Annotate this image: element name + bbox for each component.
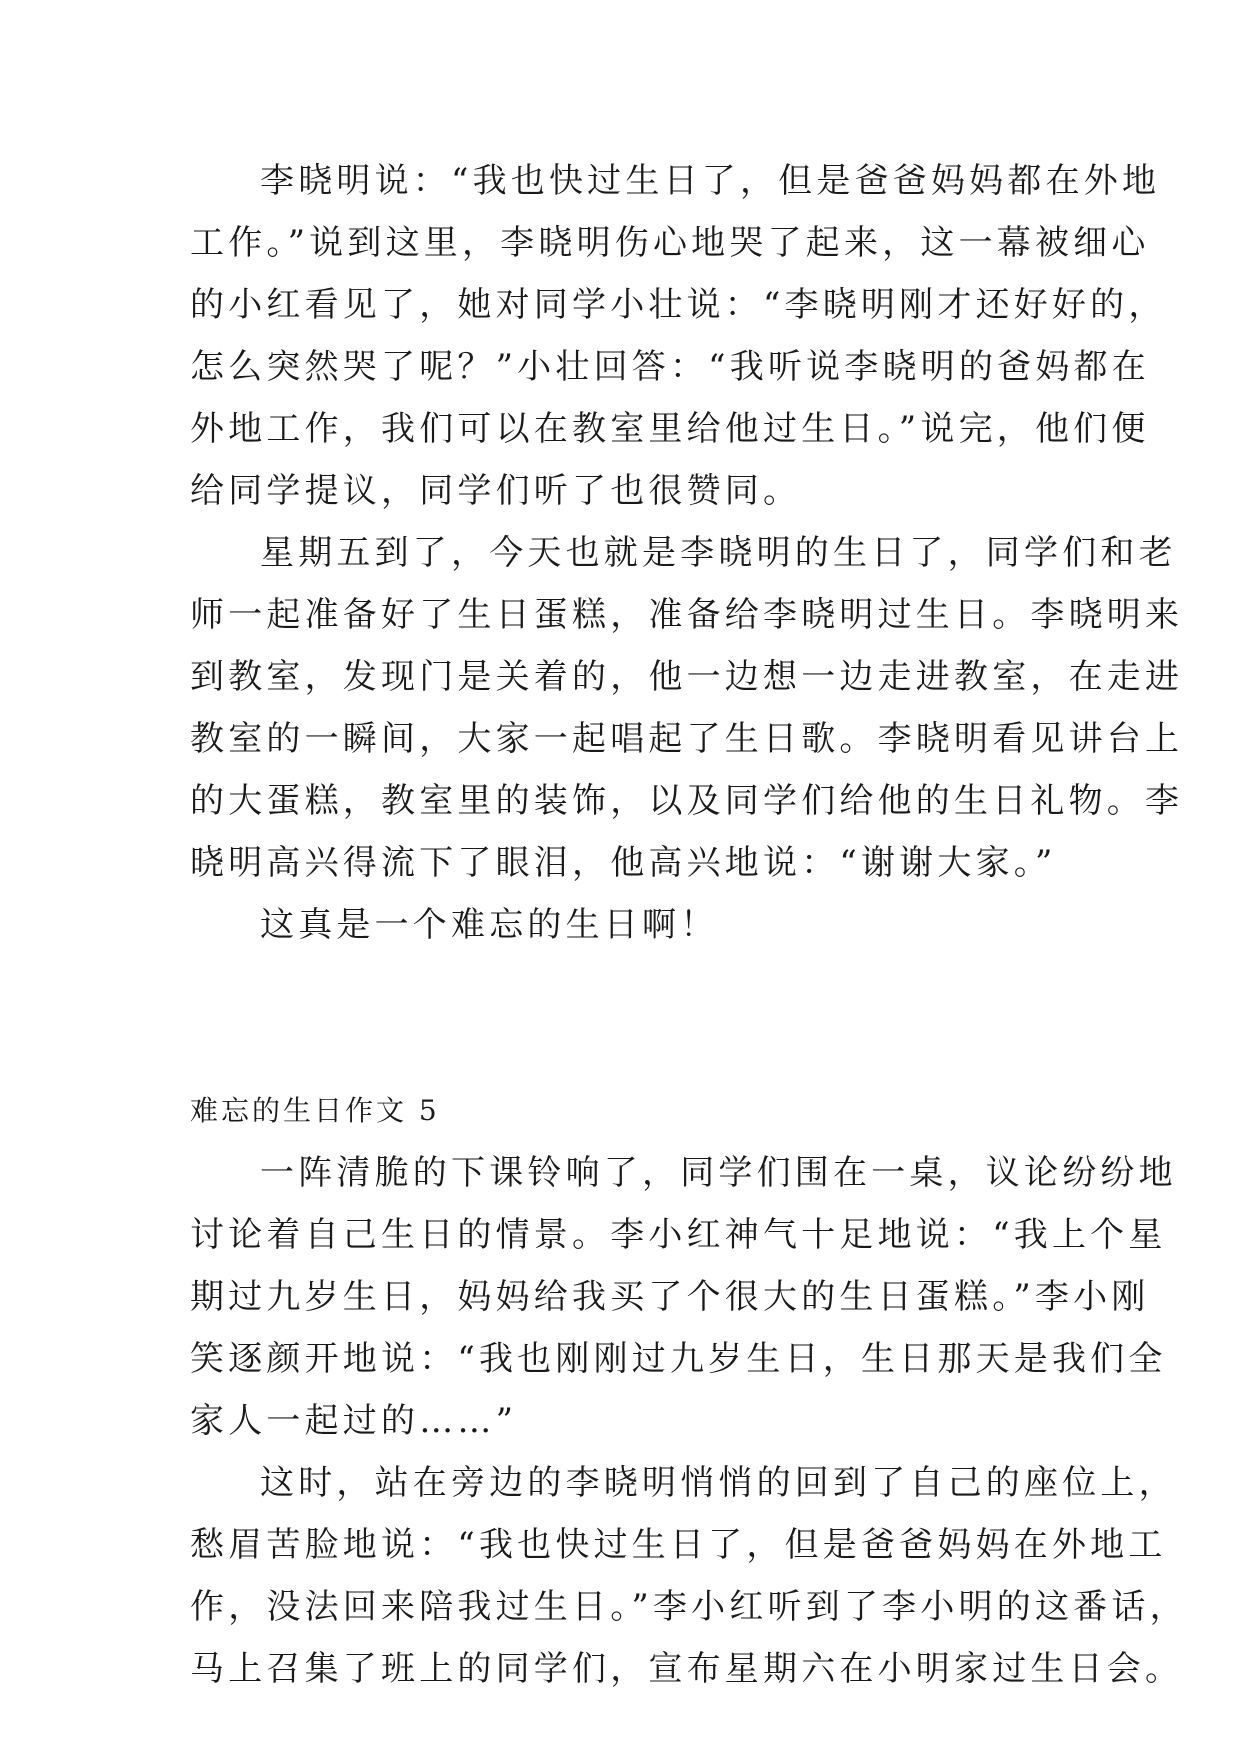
text-line: 工作。”说到这里，李晓明伤心地哭了起来，这一幕被细心: [190, 223, 1150, 263]
paragraph: [190, 522, 1184, 894]
text-line: 给同学提议，同学们听了也很赞同。: [190, 471, 802, 511]
text-line: 师一起准备好了生日蛋糕，准备给李晓明过生日。李晓明来: [190, 595, 1184, 635]
text-line: 家人一起过的……”: [190, 1401, 518, 1441]
paragraph: [190, 894, 1066, 956]
text-line: 教室的一瞬间，大家一起唱起了生日歌。李晓明看见讲台上: [190, 719, 1184, 759]
text-line: 星期五到了，今天也就是李晓明的生日了，同学们和老: [260, 533, 1177, 573]
text-line: 马上召集了班上的同学们，宣布星期六在小明家过生日会。: [190, 1649, 1184, 1689]
text-line: 这真是一个难忘的生日啊！: [260, 905, 719, 945]
paragraph: [190, 1142, 1177, 1452]
text-line: 外地工作，我们可以在教室里给他过生日。”说完，他们便: [190, 409, 1150, 449]
text-line: 这时，站在旁边的李晓明悄悄的回到了自己的座位上，: [260, 1463, 1177, 1503]
text-line: 的小红看见了，她对同学小壮说：“李晓明刚才还好好的，: [190, 285, 1167, 325]
paragraph: [190, 150, 1167, 522]
section-title: 难忘的生日作文 5: [190, 1094, 440, 1127]
text-line: 讨论着自己生日的情景。李小红神气十足地说：“我上个星: [190, 1215, 1167, 1255]
text-line: 的大蛋糕，教室里的装饰，以及同学们给他的生日礼物。李: [190, 781, 1184, 821]
text-line: 愁眉苦脸地说：“我也快过生日了，但是爸爸妈妈在外地工: [190, 1525, 1167, 1565]
paragraph: [190, 1452, 1188, 1700]
text-line: 到教室，发现门是关着的，他一边想一边走进教室，在走进: [190, 657, 1184, 697]
text-line: 怎么突然哭了呢？”小壮回答：“我听说李晓明的爸妈都在: [190, 347, 1150, 387]
document-page: [190, 150, 1188, 1700]
text-line: 李晓明说：“我也快过生日了，但是爸爸妈妈都在外地: [260, 161, 1161, 201]
text-line: 期过九岁生日，妈妈给我买了个很大的生日蛋糕。”李小刚: [190, 1277, 1150, 1317]
text-line: 作，没法回来陪我过生日。”李小红听到了李小明的这番话，: [190, 1587, 1188, 1627]
text-line: 笑逐颜开地说：“我也刚刚过九岁生日，生日那天是我们全: [190, 1339, 1167, 1379]
section-spacer: [190, 956, 1066, 1080]
text-line: 一阵清脆的下课铃响了，同学们围在一桌，议论纷纷地: [260, 1153, 1177, 1193]
text-line: 晓明高兴得流下了眼泪，他高兴地说：“谢谢大家。”: [190, 843, 1057, 883]
